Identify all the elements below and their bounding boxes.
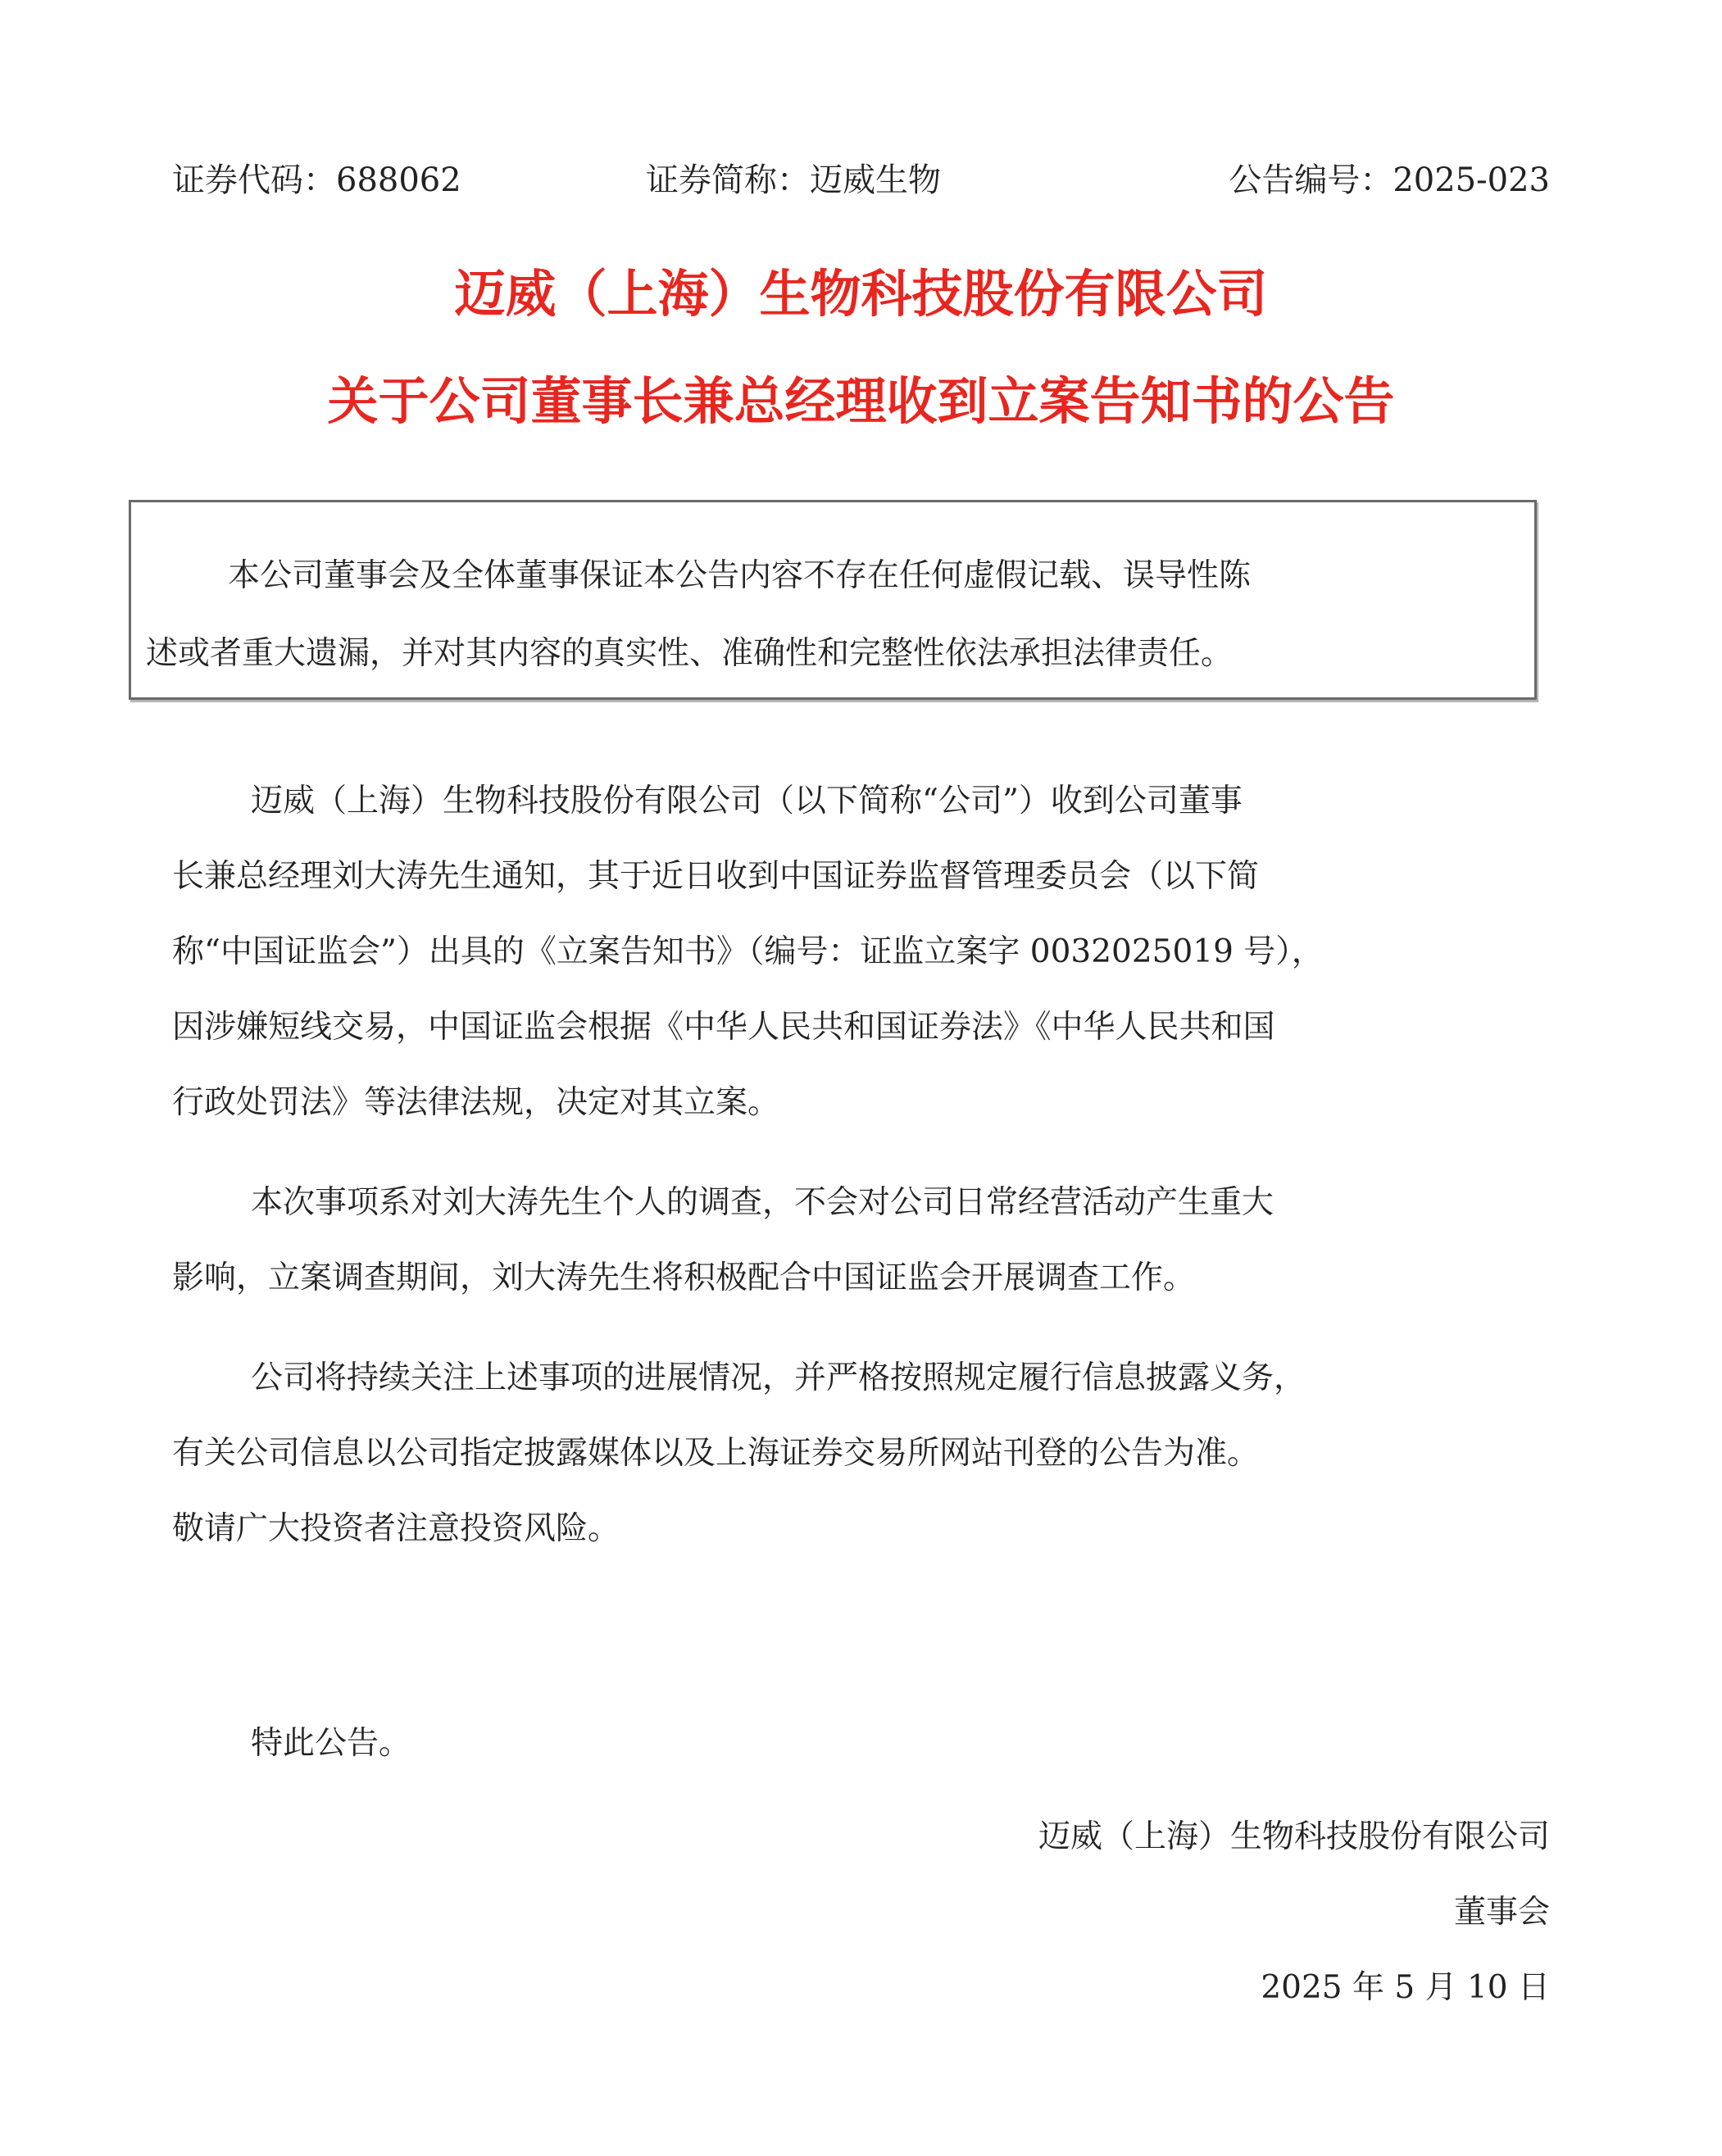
paragraph-1-line: 迈威（上海）生物科技股份有限公司（以下简称“公司”）收到公司董事 xyxy=(251,783,1243,819)
title-subject: 关于公司董事长兼总经理收到立案告知书的公告 xyxy=(327,371,1395,431)
paragraph-3-line: 公司将持续关注上述事项的进展情况，并严格按照规定履行信息披露义务， xyxy=(251,1359,1306,1396)
paragraph-2-line: 本次事项系对刘大涛先生个人的调查，不会对公司日常经营活动产生重大 xyxy=(251,1184,1274,1221)
title-company: 迈威（上海）生物科技股份有限公司 xyxy=(454,264,1268,324)
signature-company: 迈威（上海）生物科技股份有限公司 xyxy=(1038,1818,1550,1855)
paragraph-3-line: 有关公司信息以公司指定披露媒体以及上海证券交易所网站刊登的公告为准。 xyxy=(172,1435,1260,1472)
paragraph-3-line: 敬请广大投资者注意投资风险。 xyxy=(172,1510,620,1547)
paragraph-2-line: 影响，立案调查期间，刘大涛先生将积极配合中国证监会开展调查工作。 xyxy=(172,1260,1196,1296)
stock-abbreviation: 证券简称：迈威生物 xyxy=(646,161,941,199)
signature-board: 董事会 xyxy=(1453,1894,1550,1931)
stock-code: 证券代码：688062 xyxy=(172,161,461,199)
closing-statement: 特此公告。 xyxy=(251,1725,411,1762)
announcement-number: 公告编号：2025-023 xyxy=(1229,161,1550,199)
paragraph-1-line: 称“中国证监会”）出具的《立案告知书》（编号：证监立案字 0032025019 号）， xyxy=(172,933,1324,970)
guarantee-text-line-2: 述或者重大遗漏，并对其内容的真实性、准确性和完整性依法承担法律责任。 xyxy=(146,635,1234,672)
paragraph-1-line: 长兼总经理刘大涛先生通知，其于近日收到中国证券监督管理委员会（以下简 xyxy=(172,858,1260,895)
paragraph-1-line: 行政处罚法》等法律法规，决定对其立案。 xyxy=(172,1084,780,1121)
guarantee-text-line-1: 本公司董事会及全体董事保证本公告内容不存在任何虚假记载、误导性陈 xyxy=(228,557,1252,594)
document-header xyxy=(172,156,1550,205)
signature-date: 2025 年 5 月 10 日 xyxy=(1261,1969,1550,2006)
board-guarantee-box xyxy=(129,500,1537,700)
paragraph-1-line: 因涉嫌短线交易，中国证监会根据《中华人民共和国证券法》《中华人民共和国 xyxy=(172,1009,1275,1046)
